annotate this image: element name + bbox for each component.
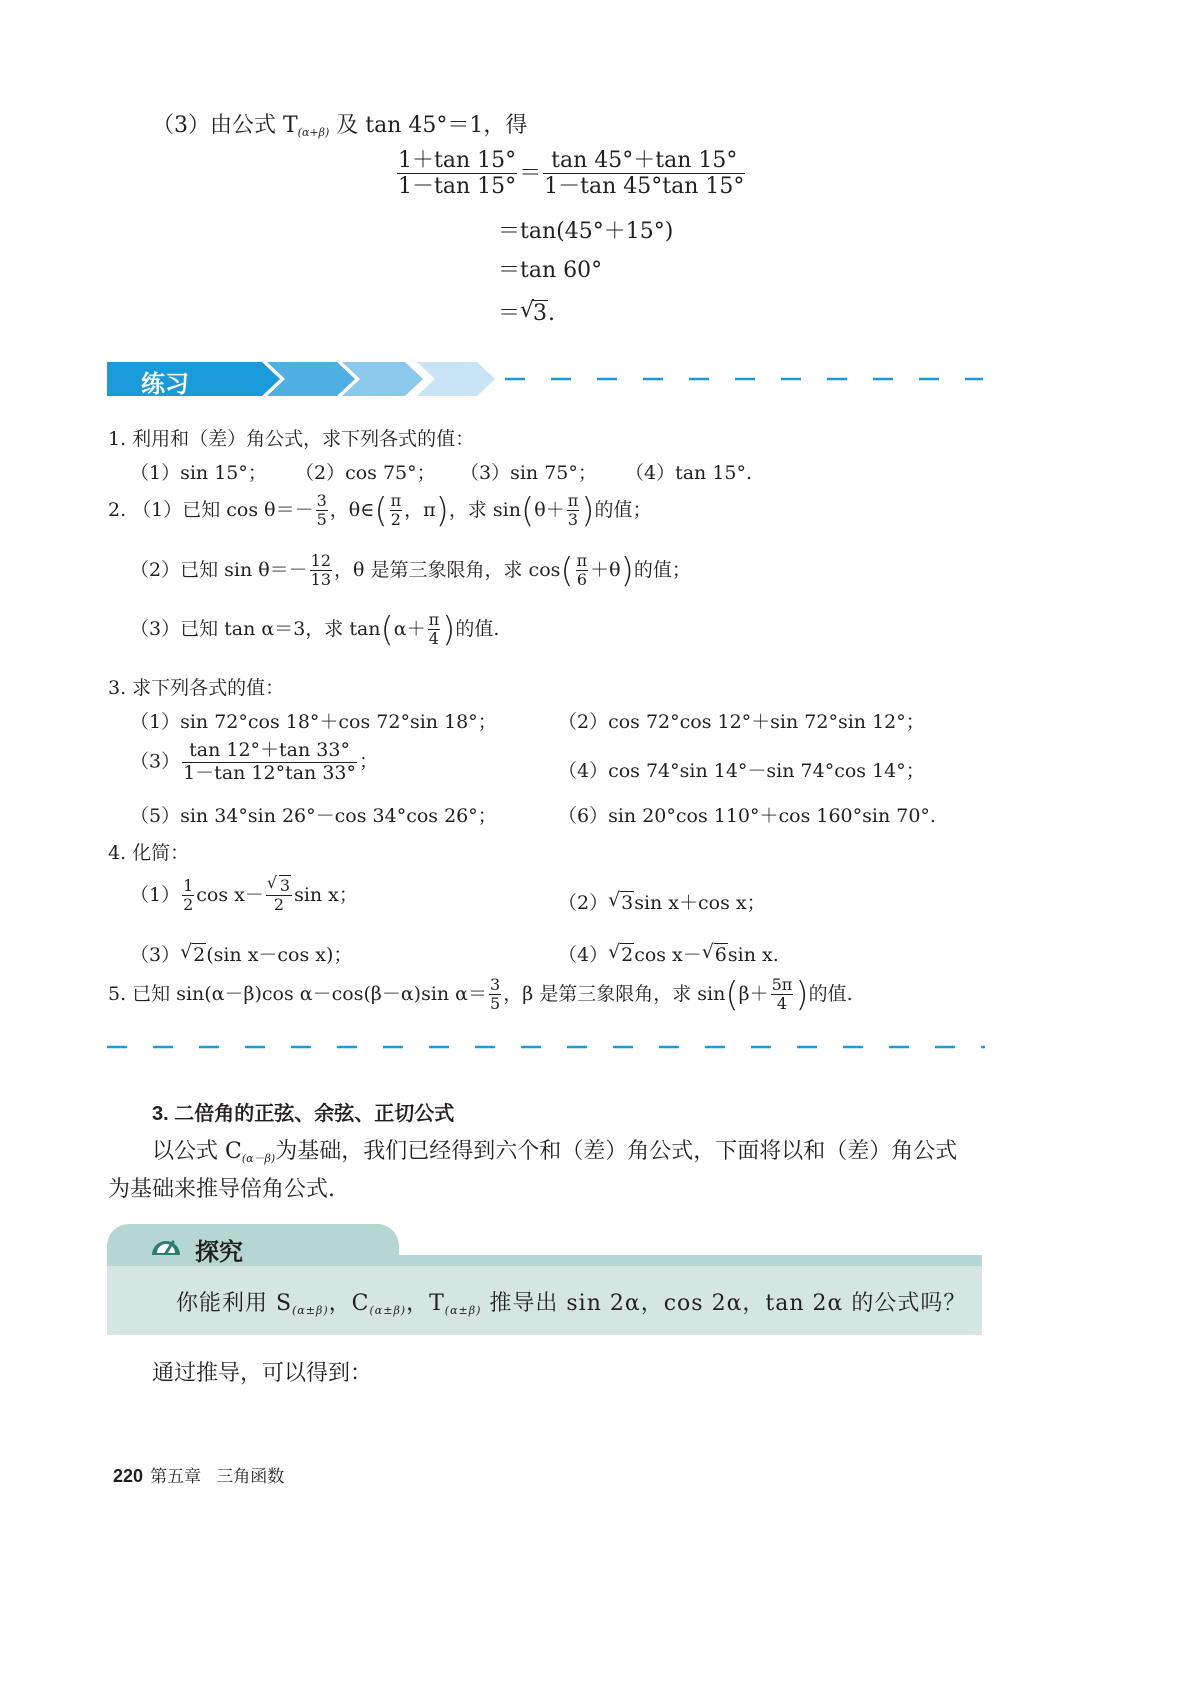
exercise-4-item-4: （4）√ 2cos x－√ 6sin x. (558, 940, 779, 967)
exercise-2-part-1: 2. （1）已知 cos θ＝－ $\frac{3}{5}$ ，θ∈( $\frac{\pi}{2}$ ，π)，求 sin(θ＋ $\frac{\pi}{3}$ )的值； (108, 490, 652, 531)
chapter-label: 第五章 (150, 1467, 202, 1486)
exercise-2-part-3: （3）已知 tan α＝3，求 tan(α＋ $\frac{\pi}{4}$ )的值. (130, 609, 500, 650)
example-step2: ＝tan(45°＋15°) (498, 219, 674, 244)
explore-label: 探究 (195, 1239, 243, 1266)
example-equation-line1: $\frac{1+\tan 15^\circ}{1-\tan 15^\circ}$ ＝ $\frac{\tan 45^\circ+\tan 15^\circ}{1-\tan 45^\circ\tan 15^\circ}$ (398, 148, 745, 200)
section-3-paragraph-line-1: 以公式 $C_{(\alpha-\beta)}$为基础，我们已经得到六个和（差）角公式，下面将以和（差）角公式 (152, 1139, 958, 1165)
exercise-1-item-2: （2）cos 75°； (295, 462, 436, 484)
chapter-title: 三角函数 (216, 1467, 285, 1486)
page-number: 220 (113, 1466, 144, 1486)
exercise-2-part-2: （2）已知 sin θ＝－ $\frac{12}{13}$ ，θ 是第三象限角，求 cos( $\frac{\pi}{6}$ ＋θ)的值； (130, 550, 691, 591)
explore-gauge-icon (149, 1231, 183, 1261)
section-3-paragraph-line-2: 为基础来推导倍角公式. (108, 1177, 335, 1202)
exercise-3-item-4: （4）cos 74°sin 14°－sin 74°cos 14°； (558, 760, 925, 782)
exercise-1-item-4: （4）tan 15°. (625, 462, 753, 484)
exercise-4-prompt: 4. 化简： (108, 842, 190, 864)
practice-header-label: 练习 (141, 371, 189, 398)
explore-question: 你能利用 $S_{(\alpha\pm\beta)}$，$C_{(\alpha\pm\beta)}$，$T_{(\alpha\pm\beta)}$ 推导出 sin 2α，cos 2α，tan 2α 的公式吗？ (176, 1291, 967, 1317)
derivation-lead-in: 通过推导，可以得到： (152, 1361, 373, 1386)
lhs-numerator: 1＋tan 15° (398, 148, 517, 173)
exercise-3-prompt: 3. 求下列各式的值： (108, 677, 285, 699)
section-3-title: 3. 二倍角的正弦、余弦、正切公式 (152, 1103, 455, 1125)
band-segment-2 (267, 362, 355, 396)
exercise-4-item-2: （2）√ 3sin x＋cos x； (558, 888, 766, 915)
exercise-1-item-1: （1）sin 15°； (130, 462, 267, 484)
exercise-1-prompt: 1. 利用和（差）角公式，求下列各式的值： (108, 428, 475, 450)
page-footer (113, 1462, 284, 1487)
exercise-3-item-1: （1）sin 72°cos 18°＋cos 72°sin 18°； (130, 711, 497, 733)
exercise-5: 5. 已知 sin(α－β)cos α－cos(β－α)sin α＝ $\frac{3}{5}$ ，β 是第三象限角，求 sin(β＋ $\frac{5\pi}{4}$ )的值. (108, 974, 853, 1015)
exercise-3-item-6: （6）sin 20°cos 110°＋cos 160°sin 70°. (558, 805, 936, 827)
exercise-1-item-3: （3）sin 75°； (460, 462, 597, 484)
band-segment-1 (107, 362, 280, 396)
exercise-4-item-1: （1） $\frac{1}{2}$ cos x－ √ $\frac{3}{2}$ sin x； (130, 877, 358, 915)
exercise-3-item-3: （3） $\frac{\tan 12^\circ+\tan 33^\circ}{1-\tan 12^\circ\tan 33^\circ}$ ； (130, 739, 379, 784)
lhs-denominator: 1－tan 15° (398, 174, 517, 200)
practice-header-dashes (505, 377, 985, 381)
example-intro: （3）由公式 $T_{(\alpha+\beta)}$ 及 tan 45°＝1，得 (152, 113, 528, 139)
rhs-numerator: tan 45°＋tan 15° (543, 148, 745, 174)
band-segment-4 (417, 362, 495, 396)
exercise-4-item-3: （3）√ 2(sin x－cos x)； (130, 940, 352, 967)
example-step3: ＝tan 60° (498, 258, 603, 283)
exercise-3-item-2: （2）cos 72°cos 12°＋sin 72°sin 12°； (558, 711, 925, 733)
example-step4: ＝√ 3. (498, 296, 555, 327)
exercise-3-item-5: （5）sin 34°sin 26°－cos 34°cos 26°； (130, 805, 497, 827)
practice-footer-dashes (107, 1045, 987, 1049)
rhs-denominator: 1－tan 45°tan 15° (544, 174, 745, 200)
